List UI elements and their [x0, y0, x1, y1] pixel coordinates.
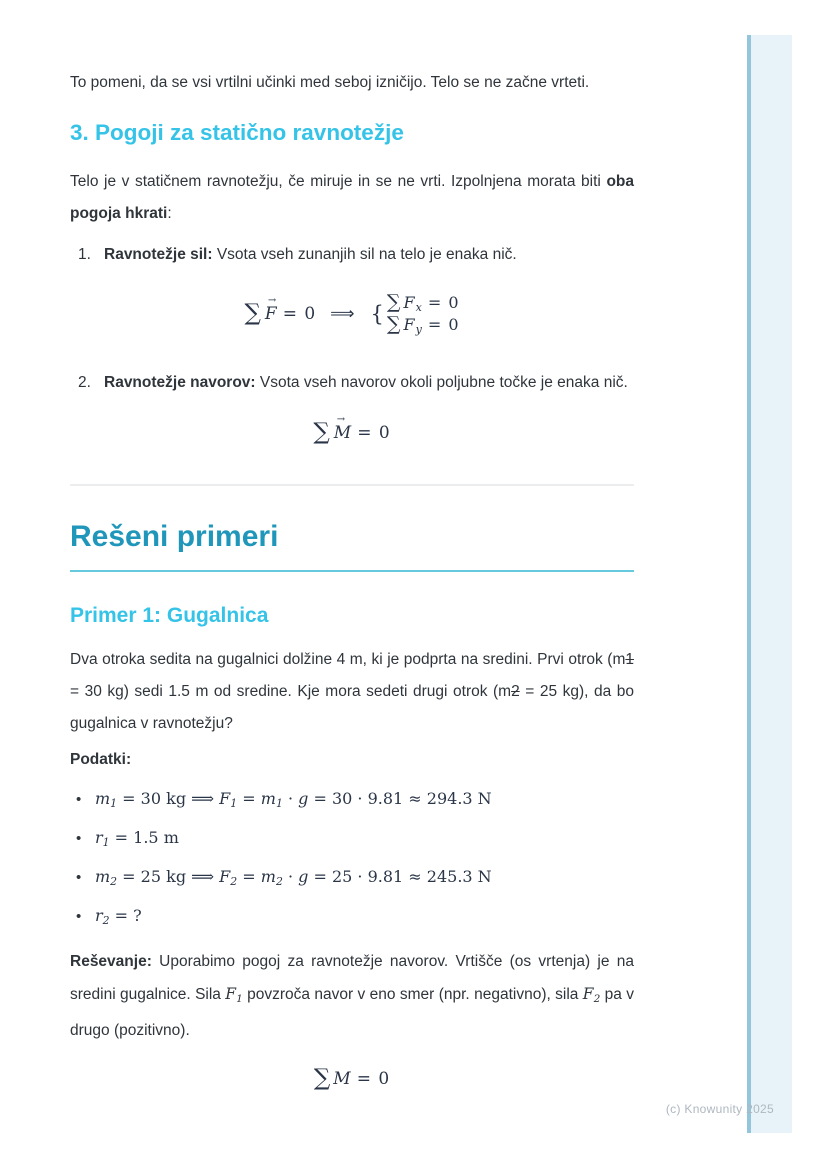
conditions-list-continued — [70, 370, 634, 395]
cases-brace: { — [370, 301, 384, 326]
sum-symbol: ∑ — [386, 291, 401, 313]
sum-symbol: ∑ — [313, 419, 330, 445]
list-item-r2 — [70, 905, 634, 932]
case-fx — [387, 293, 460, 312]
side-decoration-stripe — [747, 35, 751, 1133]
sum-symbol: ∑ — [313, 1065, 331, 1092]
equals-zero: = 0 — [356, 1068, 391, 1089]
intro-paragraph: To pomeni, da se vsi vrtilni učinki med seboj izničijo. Telo se ne začne vrteti. — [70, 74, 590, 91]
formula-force-balance — [70, 293, 634, 334]
conditions-list — [70, 242, 634, 267]
list-item-m2 — [70, 866, 634, 893]
section-heading-pogoji: 3. Pogoji za statično ravnotežje — [70, 120, 404, 145]
subscript-y: y — [415, 323, 422, 336]
bullet-marker: • — [76, 830, 82, 848]
footer-copyright: (c) Knowunity 2025 — [665, 1102, 774, 1116]
formula-torque-balance — [70, 413, 634, 445]
list-item-m1 — [70, 788, 634, 815]
problem-paragraph: Dva otroka sedita na gugalnici dolžine 4 m, ki je podprta na sredini. Prvi otrok (m1 = 30 kg) sedi 1.5 m od sredine. Kje mora sedeti drugi otrok (m2 = 25 kg), da bo gugalnica v ravnotežju? — [70, 651, 634, 732]
example-heading: Primer 1: Gugalnica — [70, 604, 269, 627]
sum-symbol: ∑ — [244, 300, 261, 326]
title-block — [70, 518, 634, 572]
moment-vector: → M — [333, 413, 352, 443]
force-vector: → F — [264, 294, 277, 324]
vector-arrow-icon: → — [336, 413, 346, 425]
list-item-r1 — [70, 827, 634, 854]
data-value: r2 = ? — [95, 906, 142, 928]
section-divider — [70, 484, 634, 486]
force-component-cases — [387, 293, 460, 334]
bullet-marker: • — [76, 869, 82, 887]
list-number: 2. — [78, 374, 91, 391]
equals-zero: = 0 — [357, 422, 391, 443]
vector-arrow-icon: → — [267, 294, 277, 306]
page-title: Rešeni primeri — [70, 520, 279, 553]
list-item-text: Ravnotežje sil: Vsota vseh zunanjih sil na telo je enaka nič. — [104, 246, 517, 263]
side-decoration-panel — [747, 35, 792, 1133]
list-item-text: Ravnotežje navorov: Vsota vseh navorov okoli poljubne točke je enaka nič. — [104, 374, 628, 391]
subscript-x: x — [415, 301, 422, 314]
equals-zero: = 0 — [427, 293, 460, 312]
bullet-marker: • — [76, 791, 82, 808]
data-list — [70, 788, 634, 932]
equals-zero: = 0 — [282, 303, 317, 324]
list-number: 1. — [78, 246, 91, 263]
data-value: m2 = 25 kg ⟹ F2 = m2 · g = 25 · 9.81 ≈ 245.3 N — [95, 867, 492, 889]
case-fy — [387, 315, 460, 334]
list-item-torque-balance — [70, 370, 634, 395]
bullet-marker: • — [76, 908, 82, 926]
formula-sum-moments — [70, 1067, 634, 1090]
moment-variable: M — [333, 1068, 351, 1089]
force-variable: F — [403, 315, 415, 334]
data-value: m1 = 30 kg ⟹ F1 = m1 · g = 30 · 9.81 ≈ 294.3 N — [95, 789, 492, 811]
list-item-force-balance — [70, 242, 634, 267]
force-variable: F — [403, 293, 415, 312]
resevanje-paragraph: Reševanje: Uporabimo pogoj za ravnotežje navorov. Vrtišče (os vrtenja) je na sredini gugalnice. Sila F1 povzroča navor v eno smer (npr. negativno), sila F2 pa v drugo (pozitivno). — [70, 953, 634, 1040]
implies-arrow-icon: ⟹ — [330, 303, 355, 324]
podatki-label: Podatki: — [70, 751, 132, 768]
section-intro-paragraph: Telo je v statičnem ravnotežju, če miruje in se ne vrti. Izpolnjena morata biti oba pogoja hkrati: — [70, 173, 634, 222]
document-content — [70, 0, 634, 1090]
sum-symbol: ∑ — [386, 313, 401, 335]
data-value: r1 = 1.5 m — [95, 828, 179, 850]
equals-zero: = 0 — [427, 315, 460, 334]
